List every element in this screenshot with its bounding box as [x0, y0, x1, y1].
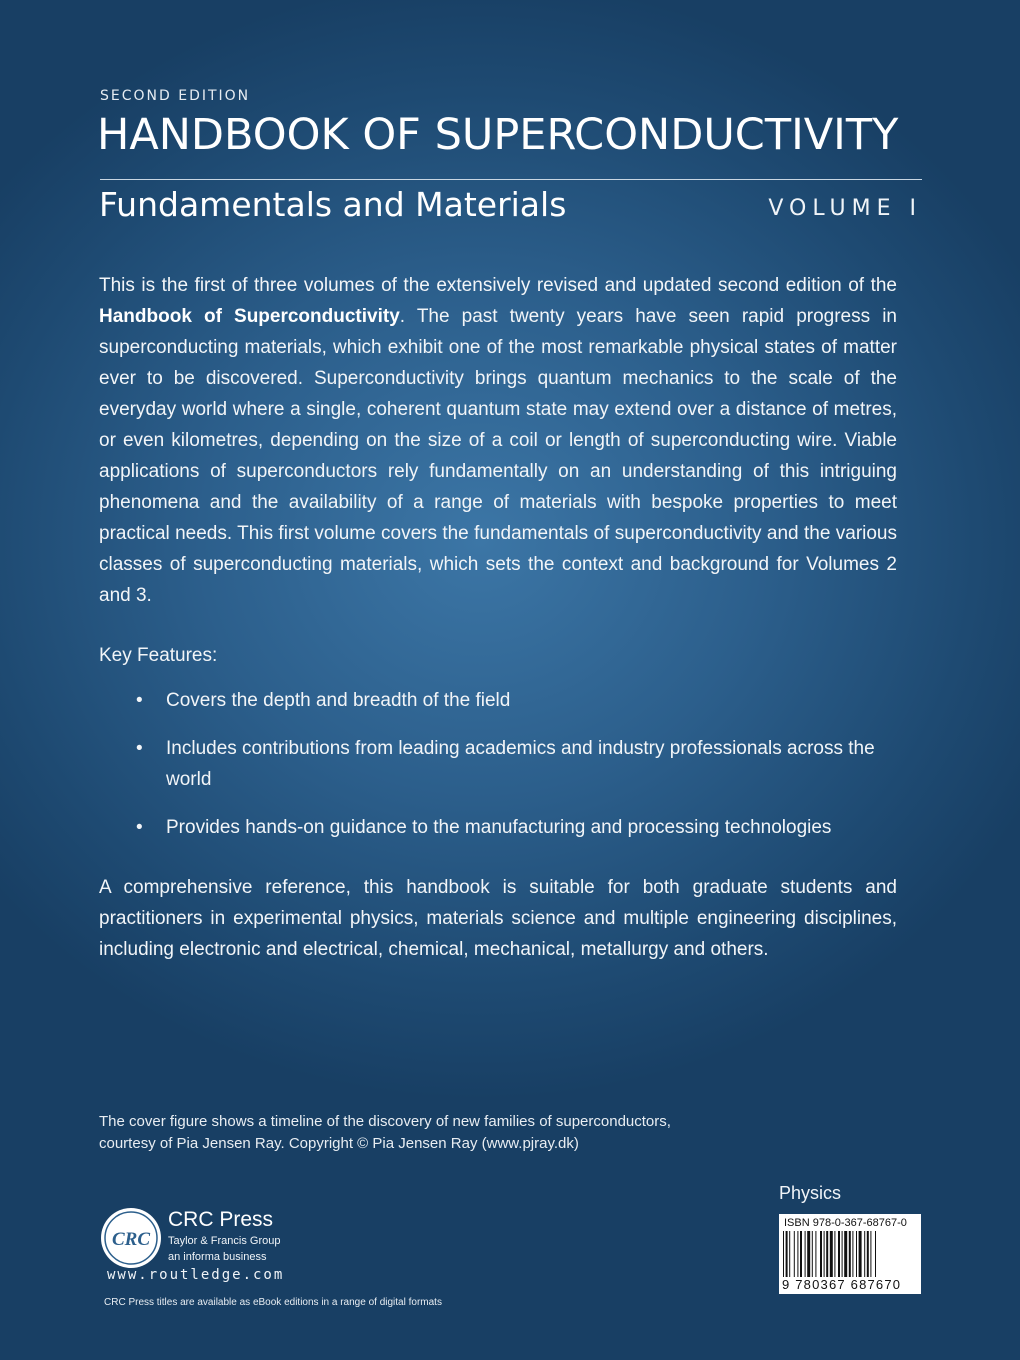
key-features-heading: Key Features:	[99, 645, 218, 666]
feature-text: Covers the depth and breadth of the field	[166, 690, 511, 711]
publisher-group	[168, 1233, 280, 1265]
barcode-bar	[844, 1231, 847, 1277]
description-text-start: This is the first of three volumes of the extensively revised and updated second edition of the	[99, 275, 897, 296]
barcode-bar	[815, 1231, 816, 1277]
description-paragraph	[99, 270, 897, 611]
barcode-bar	[805, 1231, 806, 1277]
edition-label: SECOND EDITION	[100, 88, 251, 104]
cover-credit-line: courtesy of Pia Jensen Ray. Copyright © Pia Jensen Ray (www.pjray.dk)	[99, 1135, 579, 1152]
isbn-number: ISBN 978-0-367-68767-0	[784, 1217, 907, 1229]
barcode-bar	[789, 1231, 790, 1277]
barcode-bar	[838, 1231, 840, 1277]
barcode-digits: 9 780367 687670	[782, 1277, 902, 1292]
barcode-bar	[875, 1231, 876, 1277]
feature-text: Includes contributions from leading academics and industry professionals across the world	[166, 738, 875, 790]
barcode-bar	[812, 1231, 813, 1277]
volume-label: VOLUME I	[768, 196, 922, 221]
crc-logo-icon	[99, 1206, 163, 1270]
key-features-list	[99, 685, 899, 860]
barcode-bar	[826, 1231, 828, 1277]
barcode-bar	[867, 1231, 869, 1277]
barcode-bar	[852, 1231, 853, 1277]
cover-credit	[99, 1111, 671, 1155]
barcode-bar	[870, 1231, 871, 1277]
list-item	[99, 733, 899, 795]
barcode-bar	[786, 1231, 788, 1277]
book-subtitle: Fundamentals and Materials	[99, 185, 567, 224]
publisher-business: an informa business	[168, 1251, 267, 1263]
bullet-icon: •	[136, 738, 143, 759]
barcode-bar	[849, 1231, 851, 1277]
barcode	[779, 1214, 921, 1294]
publisher-name: CRC Press	[168, 1208, 274, 1231]
barcode-bar	[834, 1231, 835, 1277]
barcode-bar	[820, 1231, 822, 1277]
barcode-bar	[794, 1231, 795, 1277]
barcode-bar	[797, 1231, 798, 1277]
bullet-icon: •	[136, 817, 143, 838]
barcode-bar	[856, 1231, 857, 1277]
description-text-rest: . The past twenty years have seen rapid progress in superconducting materials, which exhibit one of the most remarkable physical states of matter ever to be discovered. Superconductivity brings quantum mechanics to the scale of the everyday world where a single, coherent quantum state may extend over a distance of metres, or even kilometres, depending on the size of a coil or length of superconducting wire. Viable applications of superconductors rely fundamentally on an understanding of this intriguing phenomena and the availability of a range of materials with bespoke properties to meet practical needs. This first volume covers the fundamentals of superconductivity and the various classes of superconducting materials, which sets the context and background for Volumes 2 and 3.	[99, 306, 898, 606]
description-bold-title: Handbook of Superconductivity	[99, 306, 400, 327]
barcode-bar	[830, 1231, 833, 1277]
cover-credit-line: The cover figure shows a timeline of the discovery of new families of superconductors,	[99, 1113, 671, 1130]
closing-paragraph: A comprehensive reference, this handbook is suitable for both graduate students and practitioners in experimental physics, materials science and multiple engineering disciplines, including electronic and electrical, chemical, mechanical, metallurgy and others.	[99, 877, 897, 960]
barcode-bar	[824, 1231, 825, 1277]
ebook-note: CRC Press titles are available as eBook editions in a range of digital formats	[104, 1297, 442, 1308]
publisher-group-name: Taylor & Francis Group	[168, 1235, 281, 1247]
barcode-bar	[807, 1231, 810, 1277]
bullet-icon: •	[136, 690, 143, 711]
barcode-bar	[800, 1231, 802, 1277]
barcode-bar	[842, 1231, 843, 1277]
list-item	[99, 812, 899, 843]
barcode-icon	[783, 1231, 917, 1277]
subject-category: Physics	[779, 1183, 842, 1203]
feature-text: Provides hands-on guidance to the manufacturing and processing technologies	[166, 817, 832, 838]
book-title: HANDBOOK OF SUPERCONDUCTIVITY	[97, 110, 899, 160]
barcode-bar	[859, 1231, 862, 1277]
barcode-bar	[864, 1231, 865, 1277]
list-item	[99, 685, 899, 716]
barcode-bar	[783, 1231, 784, 1277]
title-divider	[100, 179, 922, 180]
publisher-website: www.routledge.com	[107, 1267, 285, 1283]
logo-text: CRC	[111, 1229, 151, 1250]
